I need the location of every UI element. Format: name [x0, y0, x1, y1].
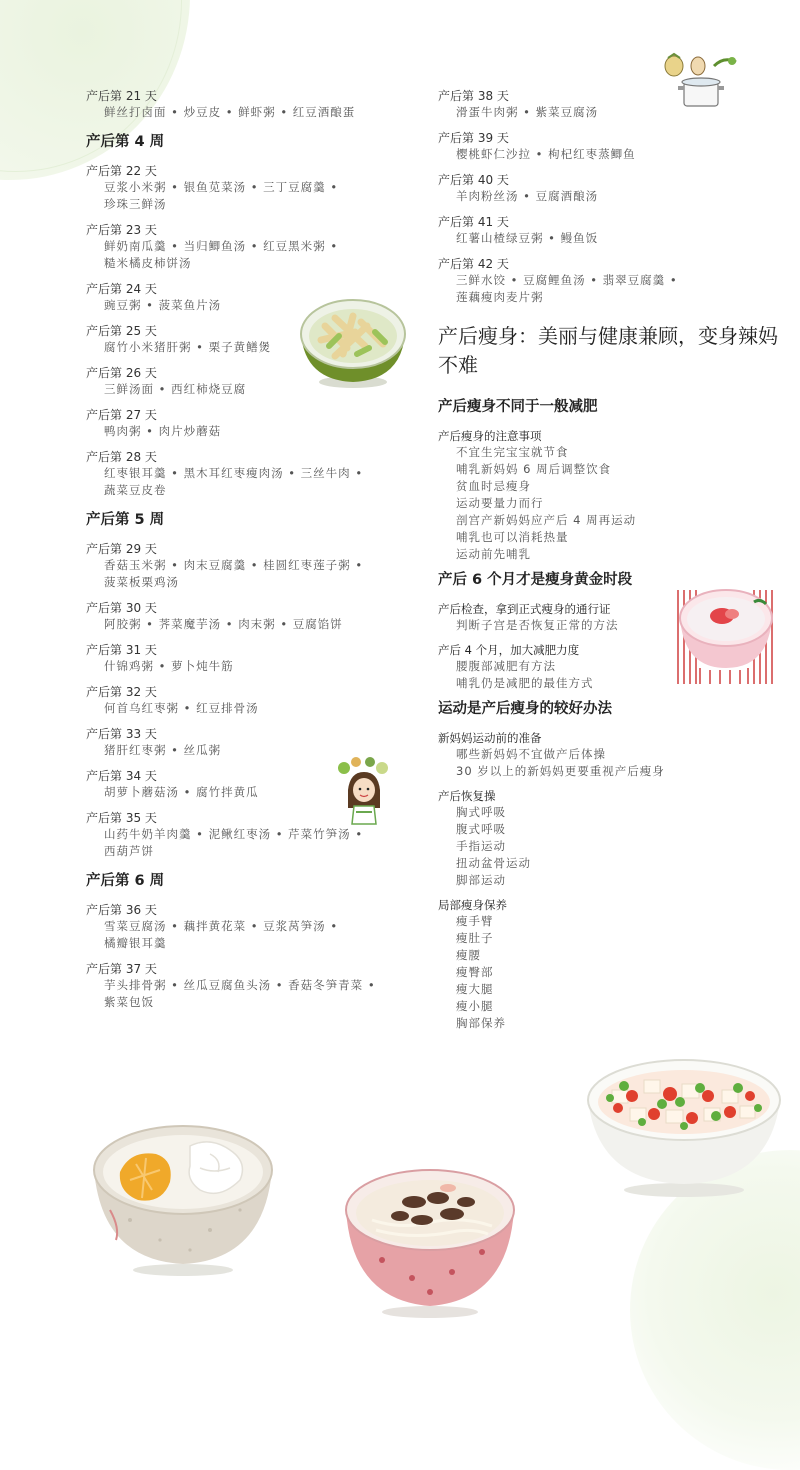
left-column-menu [86, 88, 386, 1020]
day-heading: 产后第 22 天 [86, 164, 157, 178]
day-entry [86, 222, 386, 272]
day-heading: 产后第 34 天 [86, 769, 157, 783]
section-heading: 产后瘦身不同于一般减肥 [438, 399, 598, 415]
subsection-heading: 产后检查，拿到正式瘦身的通行证 [438, 602, 611, 616]
day-heading: 产后第 35 天 [86, 811, 157, 825]
subsection-item: 腹式呼吸 [456, 822, 506, 836]
subsection-item: 瘦小腿 [456, 999, 494, 1013]
day-menu-line: 鸭肉粥 • 肉片炒蘑菇 [104, 424, 222, 438]
day-heading: 产后第 32 天 [86, 685, 157, 699]
subsection-item: 贫血时忌瘦身 [456, 479, 531, 493]
section [438, 700, 783, 1032]
subsection-item: 运动前先哺乳 [456, 547, 531, 561]
day-entry [86, 600, 386, 633]
section [438, 398, 783, 563]
day-heading: 产后第 30 天 [86, 601, 157, 615]
cooking-pot-vegetables-icon [662, 52, 742, 110]
day-heading: 产后第 37 天 [86, 962, 157, 976]
day-menu-line: 豌豆粥 • 菠菜鱼片汤 [104, 298, 222, 312]
day-menu-line: 樱桃虾仁沙拉 • 枸杞红枣蒸鲫鱼 [456, 147, 636, 161]
day-entry [86, 902, 386, 952]
day-menu-line: 芋头排骨粥 • 丝瓜豆腐鱼头汤 • 香菇冬笋青菜 • [104, 978, 376, 992]
subsection-item: 运动要量力而行 [456, 496, 544, 510]
subsection-item: 扭动盆骨运动 [456, 856, 531, 870]
subsection-item: 瘦大腿 [456, 982, 494, 996]
day-menu-line: 紫菜包饭 [104, 995, 154, 1009]
day-heading: 产后第 23 天 [86, 223, 157, 237]
day-menu-line: 滑蛋牛肉粥 • 紫菜豆腐汤 [456, 105, 599, 119]
slimming-sections [438, 398, 783, 1032]
day-menu-line: 胡萝卜蘑菇汤 • 腐竹拌黄瓜 [104, 785, 259, 799]
day-menu-line: 三鲜汤面 • 西红柿烧豆腐 [104, 382, 247, 396]
day-menu-line: 糙米橘皮柿饼汤 [104, 256, 192, 270]
subsection-item: 30 岁以上的新妈妈更要重视产后瘦身 [456, 764, 665, 778]
subsection-item: 腰腹部减肥有方法 [456, 659, 556, 673]
day-entry [438, 214, 783, 247]
day-heading: 产后第 25 天 [86, 324, 157, 338]
subsection-item: 手指运动 [456, 839, 506, 853]
day-entry [86, 684, 386, 717]
day-heading: 产后第 21 天 [86, 89, 157, 103]
subsection-item: 瘦腰 [456, 948, 481, 962]
right-column [438, 88, 783, 1040]
day-menu-line: 红枣银耳羹 • 黑木耳红枣瘦肉汤 • 三丝牛肉 • [104, 466, 364, 480]
subsection-item: 胸式呼吸 [456, 805, 506, 819]
subsection [438, 730, 783, 780]
day-menu-line: 蔬菜豆皮卷 [104, 483, 167, 497]
day-heading: 产后第 38 天 [438, 89, 509, 103]
subsection-item: 哪些新妈妈不宜做产后体操 [456, 747, 606, 761]
day-heading: 产后第 39 天 [438, 131, 509, 145]
day-heading: 产后第 33 天 [86, 727, 157, 741]
subsection-item: 胸部保养 [456, 1016, 506, 1030]
day-heading: 产后第 36 天 [86, 903, 157, 917]
day-heading: 产后第 26 天 [86, 366, 157, 380]
day-menu-line: 莲藕瘦肉麦片粥 [456, 290, 544, 304]
subsection-item: 判断子宫是否恢复正常的方法 [456, 618, 619, 632]
section-heading: 运动是产后瘦身的较好办法 [438, 701, 612, 717]
yuba-cucumber-salad-bowl [295, 296, 411, 392]
day-entry [86, 163, 386, 213]
day-entry [86, 726, 386, 759]
day-menu-line: 红薯山楂绿豆粥 • 鳗鱼饭 [456, 231, 599, 245]
day-entry [86, 541, 386, 591]
day-heading: 产后第 29 天 [86, 542, 157, 556]
subsection-heading: 产后恢复操 [438, 789, 496, 803]
subsection-item: 剖宫产新妈妈应产后 4 周再运动 [456, 513, 637, 527]
subsection-heading: 产后瘦身的注意事项 [438, 429, 542, 443]
subsection-heading: 局部瘦身保养 [438, 898, 507, 912]
day-menu-line: 珍珠三鲜汤 [104, 197, 167, 211]
day-menu-line: 鲜奶南瓜羹 • 当归鲫鱼汤 • 红豆黑米粥 • [104, 239, 339, 253]
day-menu-line: 阿胶粥 • 荠菜魔芋汤 • 肉末粥 • 豆腐馅饼 [104, 617, 343, 631]
subsection-item: 瘦肚子 [456, 931, 494, 945]
day-heading: 产后第 41 天 [438, 215, 509, 229]
day-menu-line: 三鲜水饺 • 豆腐鲤鱼汤 • 翡翠豆腐羹 • [456, 273, 678, 287]
day-menu-line: 西葫芦饼 [104, 844, 154, 858]
subsection [438, 897, 783, 1032]
mushroom-noodle-soup-bowl [342, 1160, 518, 1320]
day-menu-line: 何首乌红枣粥 • 红豆排骨汤 [104, 701, 259, 715]
day-menu-line: 山药牛奶羊肉羹 • 泥鳅红枣汤 • 芹菜竹笋汤 • [104, 827, 364, 841]
day-heading: 产后第 42 天 [438, 257, 509, 271]
decor-circle-bottom-right [630, 1150, 800, 1470]
day-entry [86, 642, 386, 675]
day-menu-line: 羊肉粉丝汤 • 豆腐酒酿汤 [456, 189, 599, 203]
day-heading: 产后第 31 天 [86, 643, 157, 657]
day-menu-line: 什锦鸡粥 • 萝卜炖牛筋 [104, 659, 234, 673]
week-heading: 产后第 4 周 [86, 134, 165, 150]
subsection-item: 脚部运动 [456, 873, 506, 887]
subsection [438, 428, 783, 563]
subsection-item: 瘦手臂 [456, 914, 494, 928]
day-entry [86, 449, 386, 499]
subsection-item: 瘦臀部 [456, 965, 494, 979]
day-heading: 产后第 28 天 [86, 450, 157, 464]
day-menu-line: 香菇玉米粥 • 肉末豆腐羹 • 桂圆红枣莲子粥 • [104, 558, 364, 572]
day-entry [438, 172, 783, 205]
day-entry [438, 130, 783, 163]
day-menu-line: 豆浆小米粥 • 银鱼苋菜汤 • 三丁豆腐羹 • [104, 180, 339, 194]
day-entry [86, 407, 386, 440]
big-title: 产后瘦身：美丽与健康兼顾，变身辣妈不难 [438, 324, 778, 377]
day-heading: 产后第 24 天 [86, 282, 157, 296]
week-heading: 产后第 6 周 [86, 873, 165, 889]
subsection-item: 哺乳仍是减肥的最佳方式 [456, 676, 594, 690]
day-entry [86, 88, 386, 121]
day-menu-line: 鲜丝打卤面 • 炒豆皮 • 鲜虾粥 • 红豆酒酿蛋 [104, 105, 356, 119]
subsection-heading: 产后 4 个月，加大减肥力度 [438, 643, 580, 657]
tofu-peas-tomato-bowl [582, 1050, 786, 1198]
day-menu-line: 橘瓣银耳羹 [104, 936, 167, 950]
subsection-item: 哺乳也可以消耗热量 [456, 530, 569, 544]
tomato-porridge-bowl [670, 584, 778, 688]
white-fungus-orange-dessert-bowl [90, 1110, 276, 1278]
day-menu-line: 猪肝红枣粥 • 丝瓜粥 [104, 743, 222, 757]
week-heading: 产后第 5 周 [86, 512, 165, 528]
subsection [438, 788, 783, 889]
section-heading: 产后 6 个月才是瘦身黄金时段 [438, 572, 633, 588]
right-day-menus [438, 88, 783, 306]
day-entry [86, 961, 386, 1011]
day-menu-line: 菠菜板栗鸡汤 [104, 575, 179, 589]
girl-with-vegetables-icon [334, 756, 394, 826]
subsection-heading: 新妈妈运动前的准备 [438, 731, 542, 745]
subsection-item: 哺乳新妈妈 6 周后调整饮食 [456, 462, 612, 476]
subsection-item: 不宜生完宝宝就节食 [456, 445, 569, 459]
day-menu-line: 腐竹小米猪肝粥 • 栗子黄鳝煲 [104, 340, 272, 354]
day-entry [438, 256, 783, 306]
day-heading: 产后第 40 天 [438, 173, 509, 187]
day-menu-line: 雪菜豆腐汤 • 藕拌黄花菜 • 豆浆莴笋汤 • [104, 919, 339, 933]
day-heading: 产后第 27 天 [86, 408, 157, 422]
